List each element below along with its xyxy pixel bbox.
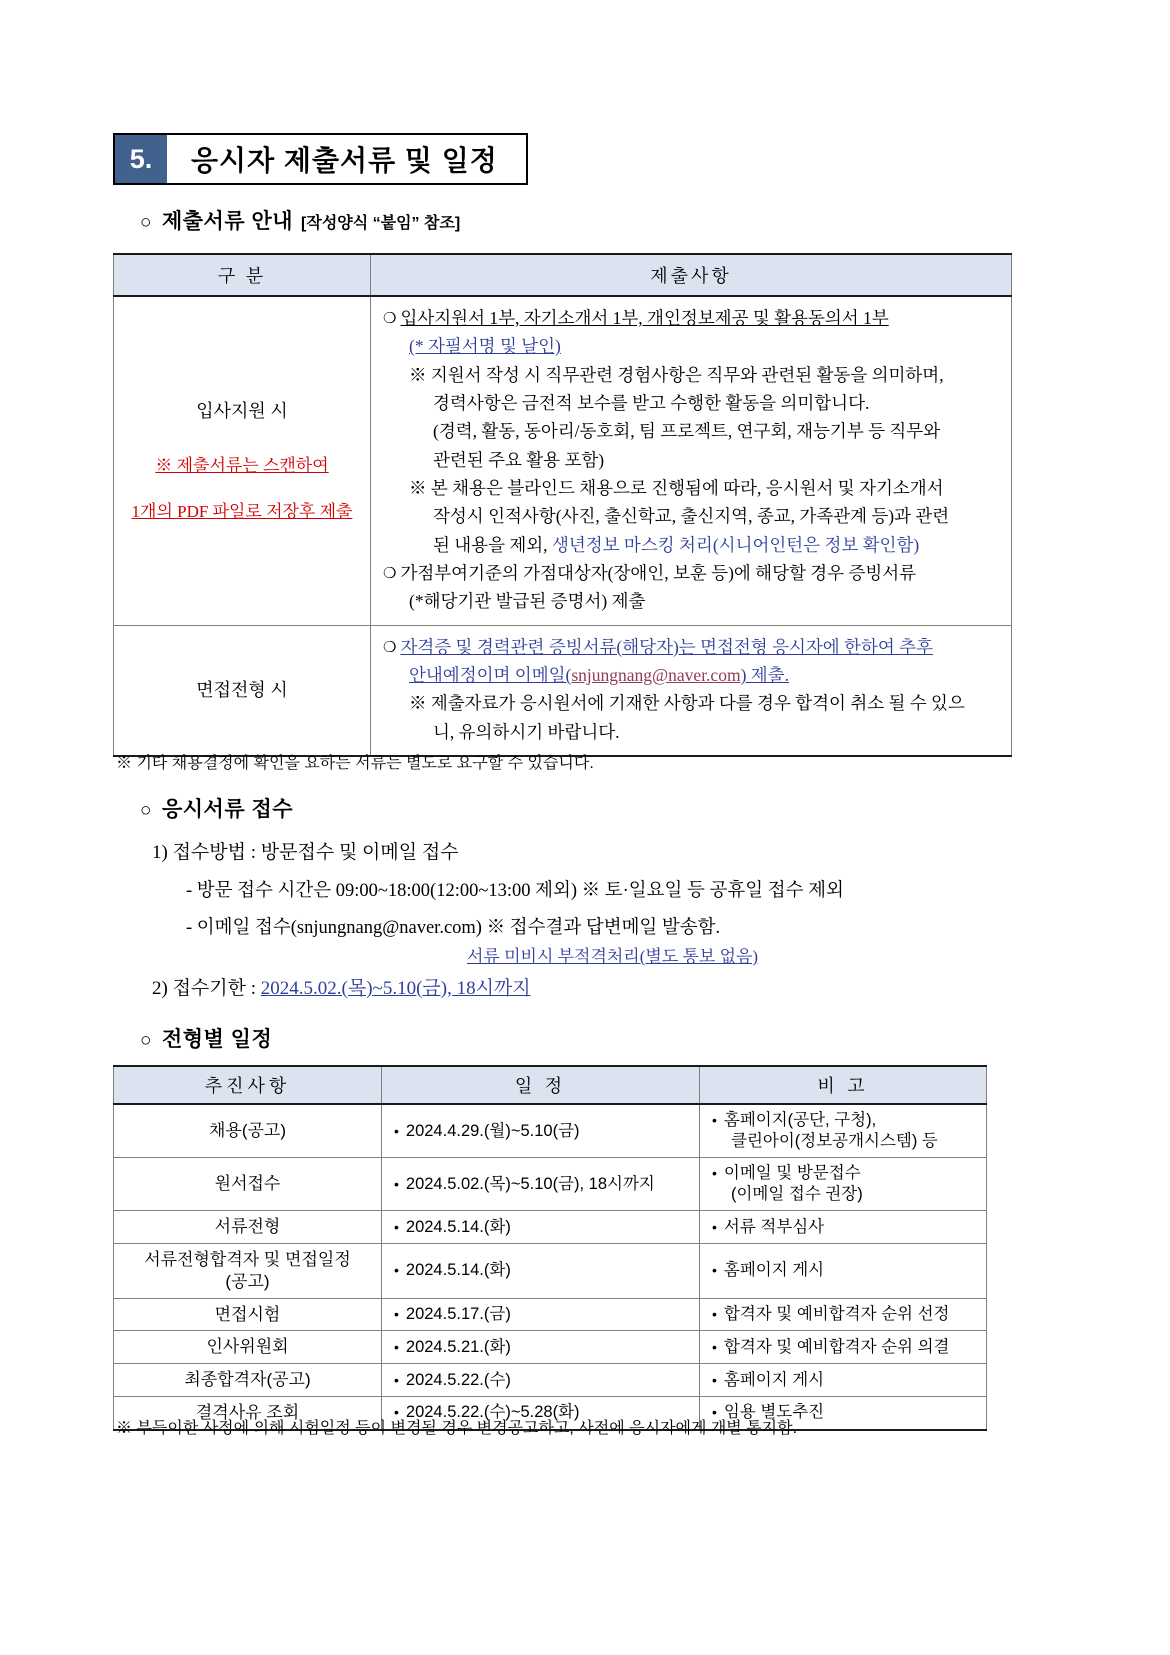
- col-header-submission: 제출사항: [371, 254, 1012, 296]
- cell-category-apply: [114, 296, 371, 625]
- heading-docs-guide-label: 제출서류 안내: [161, 210, 294, 233]
- table-header-row: [114, 1066, 987, 1104]
- cell-step: 결격사유 조회: [114, 1396, 382, 1429]
- circle-bullet-icon: ❍: [383, 566, 397, 583]
- col-header-category: 구 분: [114, 254, 371, 296]
- submission-item-1-line2-wrap: [383, 332, 1001, 360]
- label-apply-main: 입사지원 시: [196, 400, 288, 421]
- bullet-icon: •: [394, 1338, 399, 1355]
- bullet-icon: •: [712, 1306, 717, 1322]
- submission-note-1-line3: (경력, 활동, 동아리/동호회, 팀 프로젝트, 연구회, 재능기부 등 직무와: [433, 421, 941, 442]
- cell-date: [382, 1331, 700, 1364]
- submission-item-2-line1: 가점부여기준의 가점대상자(장애인, 보훈 등)에 해당할 경우 증빙서류: [400, 563, 917, 584]
- table-row: [114, 1331, 987, 1364]
- cell-date: [382, 1104, 700, 1158]
- bullet-icon: •: [712, 1371, 717, 1388]
- interview-item-1-line2: [383, 661, 1001, 689]
- heading-schedule: [140, 1023, 272, 1053]
- docs-footnote: ※ 기타 채용결정에 확인을 요하는 서류는 별도로 요구할 수 있습니다.: [116, 755, 594, 772]
- cell-remark-text: 이메일 및 방문접수: [723, 1164, 861, 1183]
- submission-note-2-line3-black: 된 내용을 제외,: [433, 534, 552, 555]
- circle-bullet-icon: ❍: [383, 639, 397, 656]
- cell-remark-text: 홈페이지 게시: [723, 1370, 825, 1389]
- cell-date: [382, 1211, 700, 1244]
- interview-item-1-line2-b: ) 제출.: [740, 665, 789, 686]
- submission-note-2-line2: 작성시 인적사항(사진, 출신학교, 출신지역, 종교, 가족관계 등)과 관련: [433, 506, 950, 527]
- bullet-icon: •: [394, 1371, 399, 1388]
- cell-date: [382, 1298, 700, 1331]
- circle-bullet-icon: ○: [140, 212, 152, 233]
- cell-remark-text: 임용 별도추진: [723, 1403, 825, 1422]
- interview-item-1: [383, 633, 1001, 661]
- cell-date-text: 2024.5.22.(수): [405, 1370, 511, 1389]
- table-header-row: [114, 254, 1012, 296]
- cell-remark: [700, 1331, 987, 1364]
- col-header-date: 일 정: [382, 1066, 700, 1104]
- col-header-step: 추진사항: [114, 1066, 382, 1104]
- heading-apply-receipt-label: 응시서류 접수: [161, 798, 294, 821]
- cell-date-text: 2024.5.14.(화): [405, 1261, 511, 1280]
- receipt-deadline: [152, 973, 531, 1000]
- cell-date: [382, 1244, 700, 1299]
- bullet-icon: •: [712, 1112, 717, 1128]
- submission-note-2-line3-blue: 생년정보 마스킹 처리(시니어인턴은 정보 확인함): [551, 534, 920, 555]
- submission-item-2: [383, 559, 1001, 587]
- cell-date-text: 2024.5.17.(금): [405, 1305, 511, 1323]
- bullet-icon: •: [394, 1218, 399, 1235]
- submission-note-1-line1: ※ 지원서 작성 시 직무관련 경험사항은 직무와 관련된 활동을 의미하며,: [409, 364, 944, 385]
- interview-note-1-line2: 니, 유의하시기 바랍니다.: [433, 721, 620, 742]
- interview-item-1-line1: 자격증 및 경력관련 증빙서류(해당자)는 면접전형 응시자에 한하여 추후: [400, 636, 933, 657]
- table-row: [114, 1244, 987, 1299]
- circle-bullet-icon: ○: [140, 800, 152, 821]
- cell-remark-text: 합격자 및 예비합격자 순위 의결: [723, 1337, 950, 1356]
- cell-remark: [700, 1158, 987, 1211]
- documents-table: [113, 253, 1012, 757]
- cell-remark-text: 홈페이지(공단, 구청),: [723, 1111, 877, 1129]
- table-row: [114, 1364, 987, 1397]
- cell-remark-text2: (이메일 접수 권장): [731, 1185, 863, 1204]
- submission-note-1-line2: 경력사항은 금전적 보수를 받고 수행한 활동을 의미합니다.: [433, 393, 870, 414]
- cell-remark: [700, 1104, 987, 1158]
- cell-step: 최종합격자(공고): [114, 1364, 382, 1397]
- submission-item-1-line2: (* 자필서명 및 날인): [409, 336, 561, 357]
- cell-category-interview: [114, 625, 371, 756]
- schedule-footnote: ※ 부득이한 사정에 의해 시험일정 등이 변경될 경우 변경공고하고, 사전에 응시자에게 개별 통지함.: [116, 1420, 798, 1437]
- cell-date-text: 2024.5.14.(화): [405, 1217, 511, 1236]
- cell-step: 면접시험: [114, 1298, 382, 1331]
- cell-date-text: 2024.5.02.(목)~5.10(금), 18시까지: [405, 1174, 655, 1193]
- cell-submission-interview: [371, 625, 1012, 756]
- receipt-method: 1) 접수방법 : 방문접수 및 이메일 접수: [152, 842, 459, 863]
- label-apply-red-2: 1개의 PDF 파일로 저장후 제출: [131, 501, 353, 521]
- cell-date: [382, 1158, 700, 1211]
- cell-date-text: 2024.5.21.(화): [405, 1337, 511, 1356]
- cell-step: [114, 1244, 382, 1299]
- cell-submission-apply: [371, 296, 1012, 625]
- submission-note-2-line3-wrap: [383, 531, 1001, 559]
- cell-step: 원서접수: [114, 1158, 382, 1211]
- receipt-deadline-value: 2024.5.02.(목)~5.10(금), 18시까지: [260, 978, 531, 999]
- section-heading: [113, 133, 528, 185]
- cell-remark: [700, 1364, 987, 1397]
- circle-bullet-icon: ❍: [383, 311, 397, 327]
- interview-item-1-line2-a: 안내예정이며 이메일(: [409, 665, 572, 686]
- receipt-blue-note: 서류 미비시 부적격처리(별도 통보 없음): [467, 947, 759, 966]
- bullet-icon: •: [394, 1404, 399, 1421]
- cell-remark: [700, 1244, 987, 1299]
- email-address[interactable]: snjungnang@naver.com: [571, 665, 741, 686]
- table-row: [114, 1104, 987, 1158]
- cell-remark: [700, 1298, 987, 1331]
- cell-remark-text: 홈페이지 게시: [723, 1261, 825, 1280]
- cell-date-text: 2024.5.22.(수)~5.28(화): [405, 1403, 580, 1422]
- table-row: [114, 296, 1012, 625]
- cell-date-text: 2024.4.29.(월)~5.10(금): [405, 1121, 580, 1140]
- bullet-icon: •: [394, 1306, 399, 1322]
- submission-note-2-line1: ※ 본 채용은 블라인드 채용으로 진행됨에 따라, 응시원서 및 자기소개서: [409, 478, 944, 499]
- receipt-deadline-label: 2) 접수기한 :: [152, 978, 261, 999]
- bullet-icon: •: [712, 1218, 717, 1235]
- cell-remark-text: 합격자 및 예비합격자 순위 선정: [723, 1305, 950, 1323]
- cell-remark: [700, 1211, 987, 1244]
- label-interview-main: 면접전형 시: [196, 680, 288, 701]
- table-row: [114, 1158, 987, 1211]
- table-row: [114, 625, 1012, 756]
- section-number: 5.: [115, 135, 167, 183]
- cell-step: 채용(공고): [114, 1104, 382, 1158]
- bullet-icon: •: [394, 1122, 399, 1139]
- receipt-email: - 이메일 접수(snjungnang@naver.com) ※ 접수결과 답변메일 발송함.: [186, 918, 721, 938]
- submission-note-1-line4: 관련된 주요 활용 포함): [433, 449, 605, 470]
- section-title: 응시자 제출서류 및 일정: [191, 145, 498, 176]
- cell-step-text2: (공고): [225, 1271, 270, 1291]
- table-row: [114, 1211, 987, 1244]
- submission-item-1-line1: 입사지원서 1부, 자기소개서 1부, 개인정보제공 및 활용동의서 1부: [400, 308, 889, 328]
- heading-schedule-label: 전형별 일정: [161, 1028, 273, 1051]
- table-row: [114, 1298, 987, 1331]
- cell-date: [382, 1364, 700, 1397]
- heading-docs-guide: [140, 205, 460, 235]
- circle-bullet-icon: ○: [140, 1030, 152, 1051]
- heading-docs-guide-sub: [작성양식 “붙임” 참조]: [301, 215, 461, 232]
- cell-remark-text: 서류 적부심사: [723, 1217, 825, 1236]
- interview-note-1-line1: ※ 제출자료가 응시원서에 기재한 사항과 다를 경우 합격이 취소 될 수 있으: [409, 693, 965, 714]
- receipt-visit-hours: - 방문 접수 시간은 09:00~18:00(12:00~13:00 제외) ※ 토·일요일 등 공휴일 접수 제외: [186, 881, 844, 901]
- bullet-icon: •: [394, 1175, 399, 1192]
- bullet-icon: •: [712, 1338, 717, 1355]
- submission-item-1: [383, 304, 1001, 332]
- submission-item-2-line2: (*해당기관 발급된 증명서) 제출: [409, 591, 646, 612]
- bullet-icon: •: [712, 1165, 717, 1182]
- label-apply-red-1: ※ 제출서류는 스캔하여: [155, 455, 329, 475]
- bullet-icon: •: [394, 1262, 399, 1279]
- bullet-icon: •: [712, 1262, 717, 1279]
- col-header-remark: 비 고: [700, 1066, 987, 1104]
- cell-remark-text2: 클린아이(정보공개시스템) 등: [731, 1132, 938, 1151]
- cell-step: 서류전형: [114, 1211, 382, 1244]
- cell-step-text: 서류전형합격자 및 면접일정: [144, 1250, 351, 1270]
- bullet-icon: •: [712, 1404, 717, 1421]
- heading-apply-receipt: [140, 793, 293, 823]
- cell-step: 인사위원회: [114, 1331, 382, 1364]
- schedule-table: [113, 1065, 987, 1431]
